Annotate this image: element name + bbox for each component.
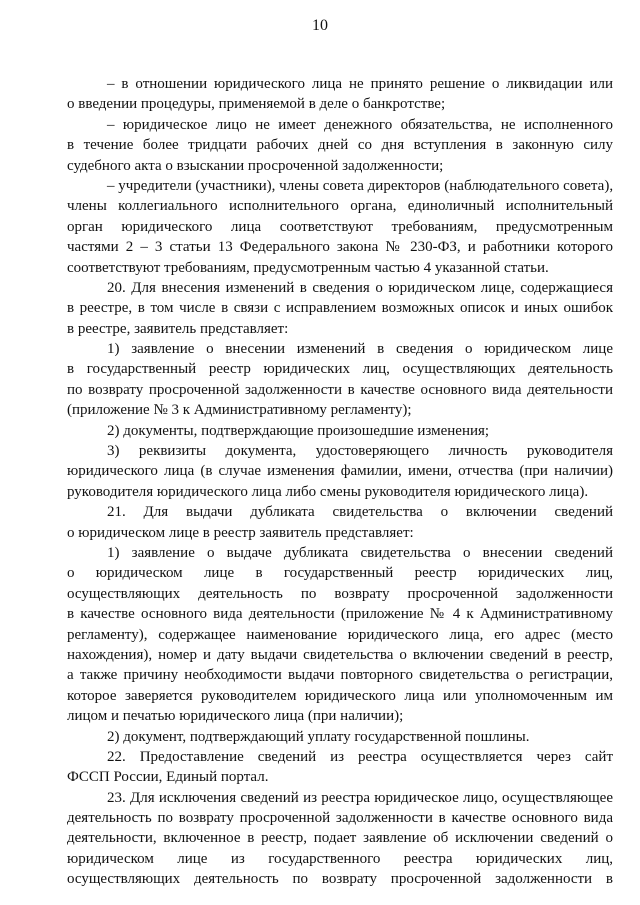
text-line: которое заверяется руководителем юридического лица или уполномоченным им [67,687,613,704]
text-line: осуществляющих деятельность по возврату просроченной задолженности [67,585,613,602]
text-line: руководителя юридического лица либо смены руководителя юридического лица). [67,483,589,500]
text-line: в реестре, в том числе в связи с исправлением возможных описок и иных ошибок [67,300,613,317]
text-line: нахождения), номер и дату выдачи свидетельства о включении сведений в реестр, [67,646,613,663]
text-line: регламенту), содержащее наименование юридического лица, его адрес (место [67,626,613,643]
text-line: – юридическое лицо не имеет денежного обязательства, не исполненного [107,116,613,133]
text-line: (приложение № 3 к Административному регламенту); [67,402,412,419]
text-line: юридического лица (в случае изменения фамилии, имени, отчества (при наличии) [67,463,613,480]
text-line: деятельности, включенное в реестр, подает заявление об исключении сведений о [67,830,613,847]
text-line: судебного акта о взыскании просроченной задолженности; [67,157,444,174]
text-line: 2) документы, подтверждающие произошедшие изменения; [107,422,490,439]
text-line: 23. Для исключения сведений из реестра юридическое лицо, осуществляющее [107,789,613,806]
text-line: – учредители (участники), члены совета директоров (наблюдательного совета), [107,177,614,194]
text-line: о введении процедуры, применяемой в деле о банкротстве; [67,96,446,113]
text-line: орган юридического лица соответствуют требованиям, предусмотренным [67,218,613,235]
text-line: 1) заявление о выдаче дубликата свидетельства о внесении сведений [107,544,613,561]
text-line: в течение более тридцати рабочих дней со дня вступления в законную силу [67,137,613,154]
text-line: 20. Для внесения изменений в сведения о юридическом лице, содержащиеся [107,279,613,296]
text-line: по возврату просроченной задолженности в качестве основного вида деятельности [67,381,613,398]
text-line: в реестре, заявитель представляет: [67,320,289,337]
text-line: деятельность по возврату просроченной задолженности в качестве основного вида [67,810,613,827]
text-line: осуществляющих деятельность по возврату просроченной задолженности в [67,871,613,888]
page-number: 10 [312,17,328,34]
text-line: 2) документ, подтверждающий уплату государственной пошлины. [107,728,530,745]
text-line: частями 2 – 3 статьи 13 Федерального закона № 230-ФЗ, и работники которого [67,239,613,256]
text-line: 3) реквизиты документа, удостоверяющего личность руководителя [107,443,613,460]
text-line: в государственный реестр юридических лиц, осуществляющих деятельность [67,361,613,378]
text-line: лицом и печатью юридического лица (при наличии); [67,708,404,725]
text-line: члены коллегиального исполнительного органа, единоличный исполнительный [67,198,613,215]
text-line: о юридическом лице в реестр заявитель представляет: [67,524,414,541]
text-line: 1) заявление о внесении изменений в сведения о юридическом лице [107,341,613,358]
text-line: в качестве основного вида деятельности (приложение № 4 к Административному [67,606,613,623]
text-line: о юридическом лице в государственный реестр юридических лиц, [67,565,613,582]
text-line: соответствуют требованиям, предусмотренным частью 4 указанной статьи. [67,259,549,276]
text-line: – в отношении юридического лица не принято решение о ликвидации или [107,76,613,92]
text-line: а также причину необходимости выдачи повторного свидетельства о регистрации, [67,667,613,684]
text-line: 22. Предоставление сведений из реестра осуществляется через сайт [107,748,613,765]
text-line: юридическом лице из государственного реестра юридических лиц, [67,850,613,867]
text-line: ФССП России, Единый портал. [67,769,269,786]
text-line: 21. Для выдачи дубликата свидетельства о включении сведений [107,504,613,521]
document-body [67,74,613,890]
